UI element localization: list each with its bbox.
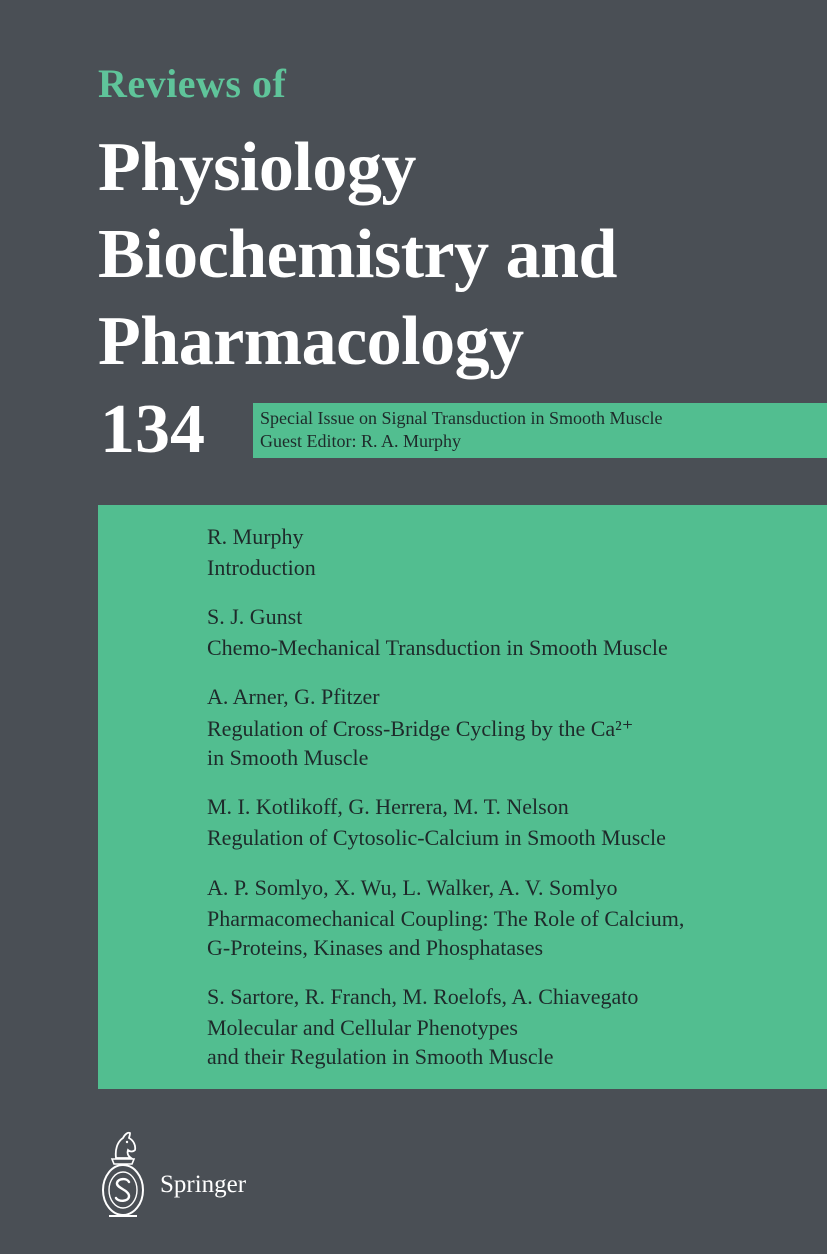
special-issue-title: Special Issue on Signal Transduction in Smooth Muscle	[260, 408, 663, 428]
entry-title: and their Regulation in Smooth Muscle	[207, 1044, 554, 1069]
entry-authors: S. J. Gunst	[207, 604, 303, 629]
guest-editor: Guest Editor: R. A. Murphy	[260, 431, 461, 451]
entry-title: Pharmacomechanical Coupling: The Role of Calcium,	[207, 906, 685, 931]
entry-title: G-Proteins, Kinases and Phosphatases	[207, 935, 544, 960]
title-line-2: Biochemistry and	[98, 216, 617, 293]
entry-authors: A. P. Somlyo, X. Wu, L. Walker, A. V. Somlyo	[207, 875, 618, 900]
title-line-3: Pharmacology	[98, 303, 524, 380]
entry-title: Regulation of Cytosolic-Calcium in Smooth Muscle	[207, 825, 666, 850]
entry-authors: M. I. Kotlikoff, G. Herrera, M. T. Nelson	[207, 794, 569, 819]
entry-title: Chemo-Mechanical Transduction in Smooth Muscle	[207, 635, 668, 660]
entry-title: Molecular and Cellular Phenotypes	[207, 1015, 518, 1040]
volume-number: 134	[100, 391, 205, 468]
entry-title: Regulation of Cross-Bridge Cycling by the Ca²⁺	[207, 716, 634, 741]
entry-authors: S. Sartore, R. Franch, M. Roelofs, A. Chiavegato	[207, 984, 639, 1009]
contents-box	[98, 505, 827, 1089]
series-name: Reviews of	[98, 61, 287, 106]
entry-authors: A. Arner, G. Pfitzer	[207, 684, 380, 709]
entry-title: in Smooth Muscle	[207, 745, 369, 770]
entry-title: Introduction	[207, 555, 316, 580]
publisher-name: Springer	[160, 1171, 247, 1198]
springer-chess-knight-icon	[97, 1128, 149, 1222]
title-line-1: Physiology	[98, 129, 416, 206]
special-issue-banner	[253, 403, 827, 458]
entry-authors: R. Murphy	[207, 524, 304, 549]
